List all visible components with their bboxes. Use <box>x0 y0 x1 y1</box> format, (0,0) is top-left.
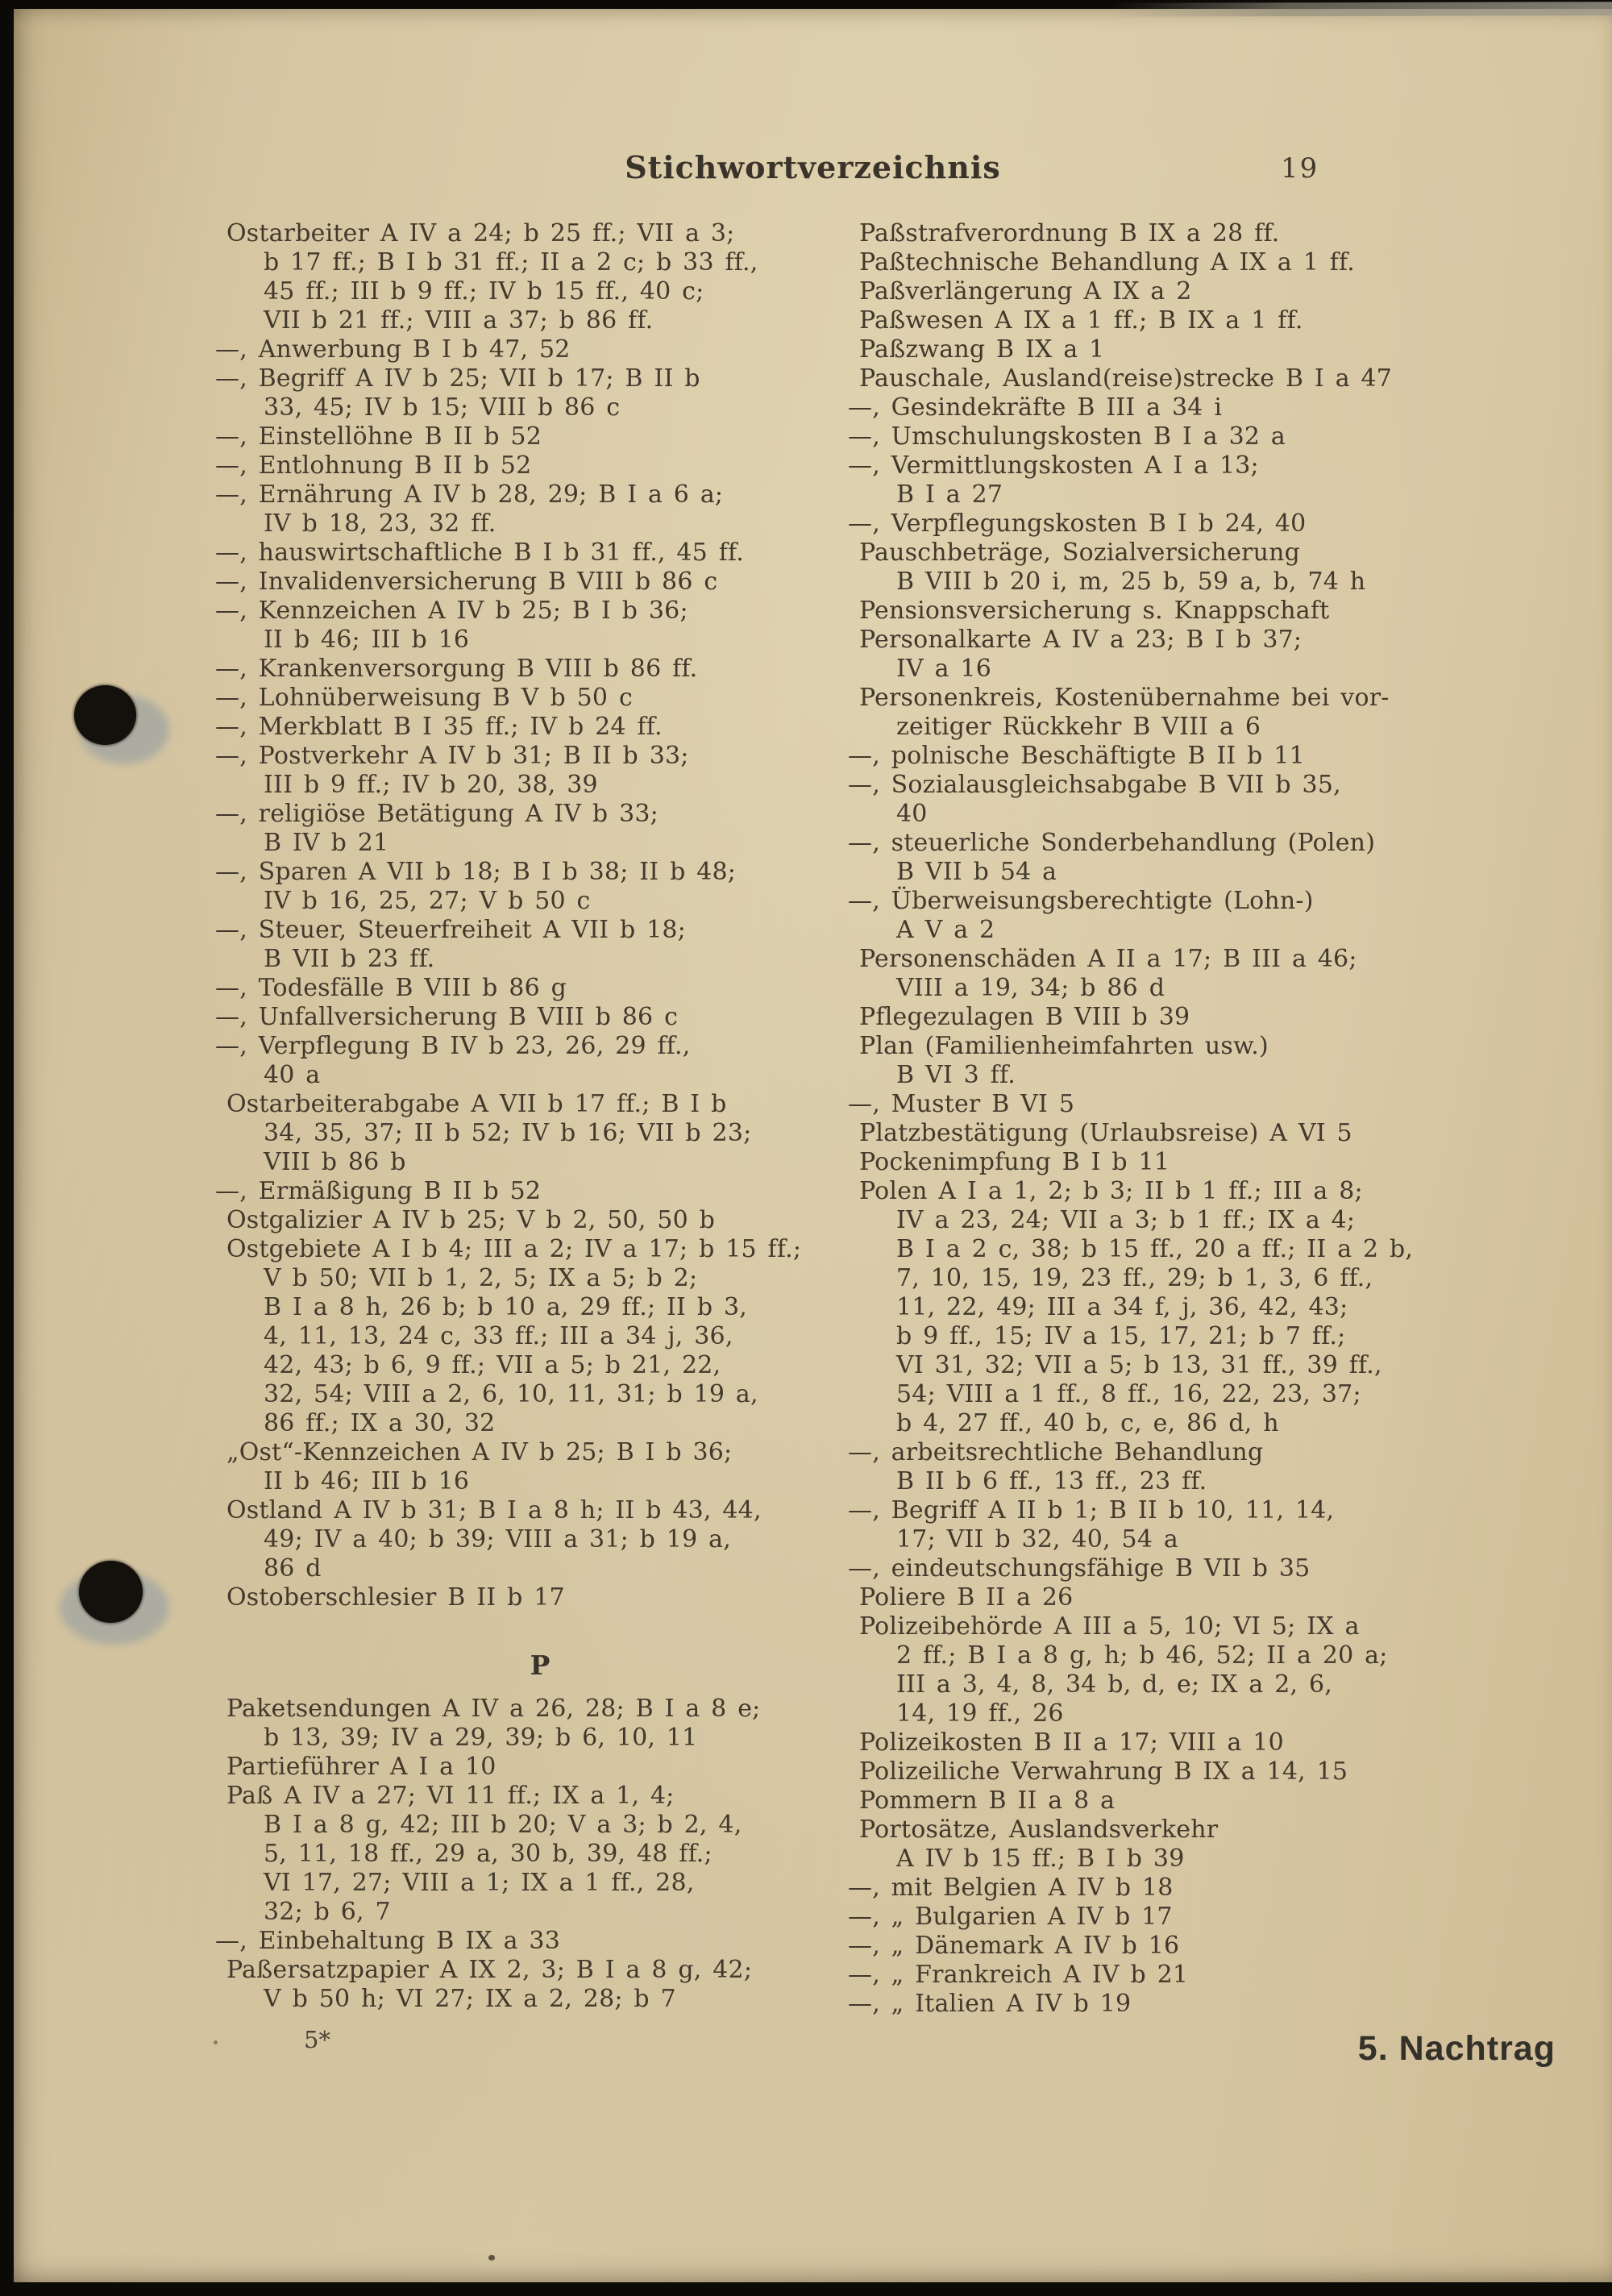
index-line: Partieführer A I a 10 <box>226 1753 496 1781</box>
index-line: —, Ermäßigung B II b 52 <box>215 1177 542 1205</box>
index-line: —, Verpflegungskosten B I b 24, 40 <box>848 510 1307 538</box>
index-line: III b 9 ff.; IV b 20, 38, 39 <box>264 771 598 799</box>
index-line: Pensionsversicherung s. Knappschaft <box>859 597 1330 625</box>
punch-hole <box>79 1561 143 1623</box>
index-line: —, Postverkehr A IV b 31; B II b 33; <box>215 742 689 770</box>
index-line: B I a 27 <box>896 480 1003 509</box>
index-line: Ostarbeiter A IV a 24; b 25 ff.; VII a 3; <box>226 219 735 247</box>
index-line: Paßtechnische Behandlung A IX a 1 ff. <box>859 248 1355 277</box>
index-line: B II b 6 ff., 13 ff., 23 ff. <box>896 1467 1207 1495</box>
index-line: —, Invalidenversicherung B VIII b 86 c <box>215 568 718 596</box>
index-line: —, Gesindekräfte B III a 34 i <box>848 393 1223 422</box>
index-line: 42, 43; b 6, 9 ff.; VII a 5; b 21, 22, <box>264 1351 721 1379</box>
index-line: Paßzwang B IX a 1 <box>859 335 1105 364</box>
index-line: Ostgalizier A IV b 25; V b 2, 50, 50 b <box>226 1206 716 1234</box>
index-line: B I a 2 c, 38; b 15 ff., 20 a ff.; II a 2 b, <box>896 1235 1414 1263</box>
index-line: 40 a <box>264 1061 321 1089</box>
index-line: 33, 45; IV b 15; VIII b 86 c <box>264 393 621 422</box>
index-line: VII b 21 ff.; VIII a 37; b 86 ff. <box>264 306 654 335</box>
index-line: b 9 ff., 15; IV a 15, 17, 21; b 7 ff.; <box>896 1322 1346 1350</box>
index-line: —, Verpflegung B IV b 23, 26, 29 ff., <box>215 1032 691 1060</box>
index-line: 49; IV a 40; b 39; VIII a 31; b 19 a, <box>264 1525 731 1554</box>
index-line: —, Steuer, Steuerfreiheit A VII b 18; <box>215 916 686 944</box>
index-column-left <box>215 219 855 2014</box>
index-line: Paß A IV a 27; VI 11 ff.; IX a 1, 4; <box>226 1782 675 1810</box>
index-line: —, hauswirtschaftliche B I b 31 ff., 45 ff. <box>215 539 744 567</box>
index-line: —, Sozialausgleichsabgabe B VII b 35, <box>848 771 1341 799</box>
index-line: V b 50 h; VI 27; IX a 2, 28; b 7 <box>264 1985 676 2013</box>
index-line: —, Krankenversorgung B VIII b 86 ff. <box>215 655 698 683</box>
index-line: 5, 11, 18 ff., 29 a, 30 b, 39, 48 ff.; <box>264 1840 713 1868</box>
index-line: 4, 11, 13, 24 c, 33 ff.; III a 34 j, 36, <box>264 1322 733 1350</box>
index-line: b 13, 39; IV a 29, 39; b 6, 10, 11 <box>264 1724 698 1752</box>
index-line: V b 50; VII b 1, 2, 5; IX a 5; b 2; <box>264 1264 698 1292</box>
index-line: 17; VII b 32, 40, 54 a <box>896 1525 1178 1554</box>
index-line: „Ost“-Kennzeichen A IV b 25; B I b 36; <box>226 1438 733 1466</box>
index-line: b 17 ff.; B I b 31 ff.; II a 2 c; b 33 ff., <box>264 248 758 277</box>
index-line: —, „ Bulgarien A IV b 17 <box>848 1903 1173 1931</box>
paper-speck <box>488 2255 495 2261</box>
page-number: 19 <box>1281 152 1319 185</box>
index-line: —, Unfallversicherung B VIII b 86 c <box>215 1003 679 1031</box>
index-line: 45 ff.; III b 9 ff.; IV b 15 ff., 40 c; <box>264 277 704 306</box>
index-line: b 4, 27 ff., 40 b, c, e, 86 d, h <box>896 1409 1279 1437</box>
index-line: —, Muster B VI 5 <box>848 1090 1075 1118</box>
index-line: —, Todesfälle B VIII b 86 g <box>215 974 567 1002</box>
index-line: B VII b 54 a <box>896 858 1057 886</box>
index-line: IV b 16, 25, 27; V b 50 c <box>264 887 591 915</box>
index-line: —, „ Dänemark A IV b 16 <box>848 1932 1180 1960</box>
index-line: Pommern B II a 8 a <box>859 1786 1116 1815</box>
index-line: IV b 18, 23, 32 ff. <box>264 510 496 538</box>
index-line: —, steuerliche Sonderbehandlung (Polen) <box>848 829 1376 857</box>
index-line: A IV b 15 ff.; B I b 39 <box>896 1845 1185 1873</box>
index-line: Paketsendungen A IV a 26, 28; B I a 8 e; <box>226 1695 761 1723</box>
index-line: IV a 16 <box>896 655 992 683</box>
page-title: Stichwortverzeichnis <box>625 149 1001 185</box>
index-line: Ostgebiete A I b 4; III a 2; IV a 17; b 15 ff.; <box>226 1235 802 1263</box>
index-line: Paßwesen A IX a 1 ff.; B IX a 1 ff. <box>859 306 1303 335</box>
index-line: 86 d <box>264 1554 322 1583</box>
index-column-right <box>848 219 1488 2019</box>
index-line: 34, 35, 37; II b 52; IV b 16; VII b 23; <box>264 1119 752 1147</box>
supplement-label: 5. Nachtrag <box>1357 2029 1556 2068</box>
index-line: Polen A I a 1, 2; b 3; II b 1 ff.; III a 8; <box>859 1177 1363 1205</box>
punch-hole <box>74 685 136 745</box>
index-line: Paßersatzpapier A IX 2, 3; B I a 8 g, 42; <box>226 1956 753 1984</box>
index-line: 2 ff.; B I a 8 g, h; b 46, 52; II a 20 a; <box>896 1641 1388 1670</box>
index-line: —, Einstellöhne B II b 52 <box>215 422 542 451</box>
index-line: Paßstrafverordnung B IX a 28 ff. <box>859 219 1280 247</box>
index-line: —, eindeutschungsfähige B VII b 35 <box>848 1554 1311 1583</box>
index-line: —, religiöse Betätigung A IV b 33; <box>215 800 659 828</box>
index-line: —, Lohnüberweisung B V b 50 c <box>215 684 633 712</box>
index-line: Polizeikosten B II a 17; VIII a 10 <box>859 1728 1284 1757</box>
index-line: —, Sparen A VII b 18; B I b 38; II b 48; <box>215 858 737 886</box>
index-line: Platzbestätigung (Urlaubsreise) A VI 5 <box>859 1119 1352 1147</box>
index-line: B I a 8 h, 26 b; b 10 a, 29 ff.; II b 3, <box>264 1293 748 1321</box>
index-line: Ostarbeiterabgabe A VII b 17 ff.; B I b <box>226 1090 727 1118</box>
section-heading: P <box>530 1649 552 1681</box>
index-line: Plan (Familienheimfahrten usw.) <box>859 1032 1269 1060</box>
index-line: Pockenimpfung B I b 11 <box>859 1148 1170 1176</box>
torn-paper-edge <box>1112 2 1612 17</box>
index-line: —, mit Belgien A IV b 18 <box>848 1874 1174 1902</box>
index-line: —, arbeitsrechtliche Behandlung <box>848 1438 1264 1466</box>
index-line: Pauschale, Ausland(reise)strecke B I a 47 <box>859 364 1393 393</box>
index-line: —, Kennzeichen A IV b 25; B I b 36; <box>215 597 688 625</box>
index-line: —, polnische Beschäftigte B II b 11 <box>848 742 1305 770</box>
index-line: —, Begriff A II b 1; B II b 10, 11, 14, <box>848 1496 1335 1524</box>
index-line: Poliere B II a 26 <box>859 1583 1074 1612</box>
index-line: III a 3, 4, 8, 34 b, d, e; IX a 2, 6, <box>896 1670 1332 1699</box>
index-line: —, Überweisungsberechtigte (Lohn-) <box>848 887 1314 915</box>
index-line: —, Einbehaltung B IX a 33 <box>215 1927 561 1955</box>
paper-speck <box>214 2040 218 2044</box>
index-line: IV a 23, 24; VII a 3; b 1 ff.; IX a 4; <box>896 1206 1356 1234</box>
index-line: —, Entlohnung B II b 52 <box>215 451 532 480</box>
index-line: Paßverlängerung A IX a 2 <box>859 277 1192 306</box>
index-line: —, Begriff A IV b 25; VII b 17; B II b <box>215 364 700 393</box>
index-line: 14, 19 ff., 26 <box>896 1699 1064 1728</box>
index-line: 32; b 6, 7 <box>264 1898 391 1926</box>
index-line: zeitiger Rückkehr B VIII a 6 <box>896 713 1261 741</box>
sheet-signature: 5* <box>304 2026 330 2053</box>
index-line: 86 ff.; IX a 30, 32 <box>264 1409 496 1437</box>
index-line: —, „ Frankreich A IV b 21 <box>848 1961 1189 1989</box>
index-line: A V a 2 <box>896 916 995 944</box>
index-line: Polizeiliche Verwahrung B IX a 14, 15 <box>859 1757 1348 1786</box>
paper-sheet <box>14 9 1612 2282</box>
index-line: VIII a 19, 34; b 86 d <box>896 974 1165 1002</box>
index-line: B VI 3 ff. <box>896 1061 1016 1089</box>
index-line: Polizeibehörde A III a 5, 10; VI 5; IX a <box>859 1612 1360 1641</box>
index-line: B IV b 21 <box>264 829 389 857</box>
index-line: 54; VIII a 1 ff., 8 ff., 16, 22, 23, 37; <box>896 1380 1361 1408</box>
index-line: II b 46; III b 16 <box>264 1467 470 1495</box>
index-line: B VII b 23 ff. <box>264 945 435 973</box>
index-line: Personenkreis, Kostenübernahme bei vor- <box>859 684 1390 712</box>
index-line: Portosätze, Auslandsverkehr <box>859 1816 1219 1844</box>
index-line: Ostoberschlesier B II b 17 <box>226 1583 565 1612</box>
index-line: Ostland A IV b 31; B I a 8 h; II b 43, 44, <box>226 1496 762 1524</box>
index-line: —, Ernährung A IV b 28, 29; B I a 6 a; <box>215 480 724 509</box>
index-line: II b 46; III b 16 <box>264 626 470 654</box>
index-line: VIII b 86 b <box>264 1148 406 1176</box>
index-line: 7, 10, 15, 19, 23 ff., 29; b 1, 3, 6 ff., <box>896 1264 1373 1292</box>
index-line: Personalkarte A IV a 23; B I b 37; <box>859 626 1302 654</box>
index-line: 40 <box>896 800 928 828</box>
index-line: VI 17, 27; VIII a 1; IX a 1 ff., 28, <box>264 1869 695 1897</box>
index-line: —, Merkblatt B I 35 ff.; IV b 24 ff. <box>215 713 663 741</box>
index-line: B I a 8 g, 42; III b 20; V a 3; b 2, 4, <box>264 1811 742 1839</box>
index-line: —, „ Italien A IV b 19 <box>848 1990 1132 2018</box>
index-line: B VIII b 20 i, m, 25 b, 59 a, b, 74 h <box>896 568 1366 596</box>
index-line: Pflegezulagen B VIII b 39 <box>859 1003 1190 1031</box>
index-line: —, Umschulungskosten B I a 32 a <box>848 422 1286 451</box>
index-line: —, Vermittlungskosten A I a 13; <box>848 451 1259 480</box>
index-line: —, Anwerbung B I b 47, 52 <box>215 335 571 364</box>
index-line: Personenschäden A II a 17; B III a 46; <box>859 945 1357 973</box>
index-line: 32, 54; VIII a 2, 6, 10, 11, 31; b 19 a, <box>264 1380 758 1408</box>
index-line: VI 31, 32; VII a 5; b 13, 31 ff., 39 ff., <box>896 1351 1382 1379</box>
index-line: 11, 22, 49; III a 34 f, j, 36, 42, 43; <box>896 1293 1348 1321</box>
index-line: Pauschbeträge, Sozialversicherung <box>859 539 1301 567</box>
